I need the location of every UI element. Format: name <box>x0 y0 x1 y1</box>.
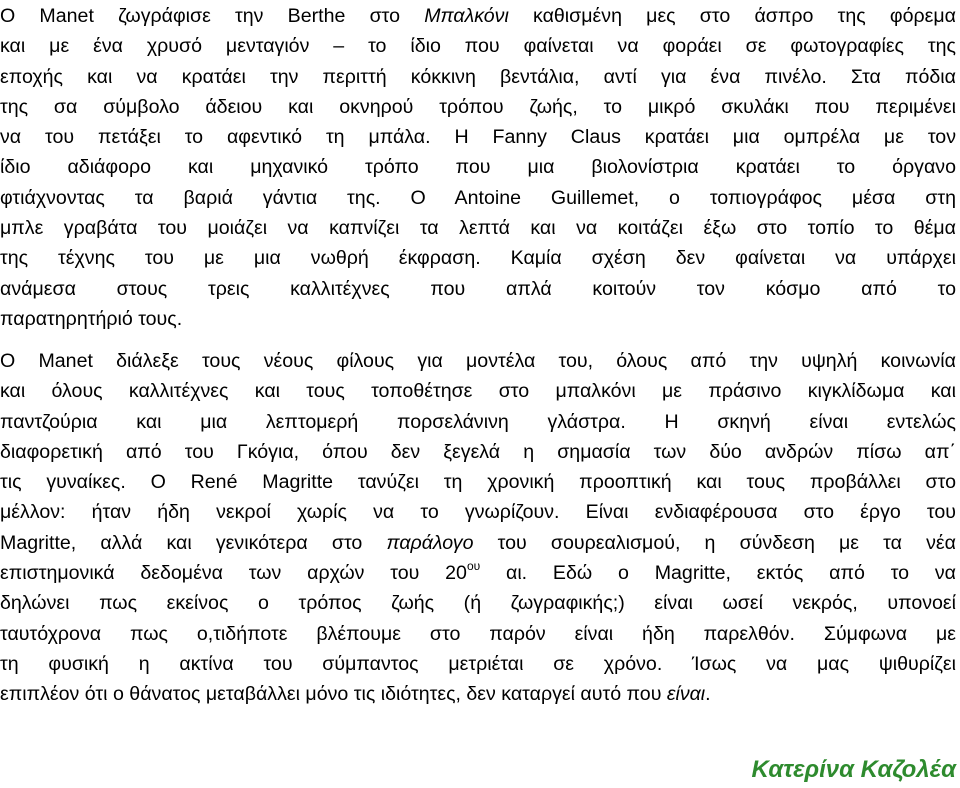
text-line: Ο Manet διάλεξε τους νέους φίλους για μοντέλα του, όλους από την υψηλή κοινωνία <box>0 350 956 372</box>
text-line: ίδιο αδιάφορο και μηχανικό τρόπο που μια βιολονίστρια κρατάει το όργανο <box>0 156 956 179</box>
text-line: της σα σύμβολο άδειου και οκνηρού τρόπου ζωής, το μικρό σκυλάκι που περιμένει <box>0 95 956 118</box>
ordinal-superscript: ου <box>466 558 481 573</box>
text-line: ανάμεσα στους τρεις καλλιτέχνες που απλά κοιτούν τον κόσμο από το <box>0 277 956 300</box>
text-line: και με ένα χρυσό μενταγιόν – το ίδιο που φαίνεται να φοράει σε φωτογραφίες της <box>0 35 956 58</box>
text-line: ταυτόχρονα πως ο,τιδήποτε βλέπουμε στο παρόν είναι ήδη παρελθόν. Σύμφωνα με <box>0 622 956 645</box>
text-line: επιστημονικά δεδομένα των αρχών του $20^{o\upsilon}$ αι. Εδώ ο Magritte, εκτός από το να <box>0 558 956 585</box>
author-signature: Κατερίνα Καζολέα <box>751 756 956 783</box>
text-line: διαφορετική από του Γκόγια, όπου δεν ξεγελά η σημασία των δύο ανδρών πίσω απ΄ <box>0 440 956 463</box>
text-line: της τέχνης του με μια νωθρή έκφραση. Καμία σχέση δεν φαίνεται να υπάρχει <box>0 247 956 270</box>
text-line: δηλώνει πως εκείνος ο τρόπος ζωής (ή ζωγραφικής;) είναι ωσεί νεκρός, υπονοεί <box>0 592 956 615</box>
text-line: τη φυσική η ακτίνα του σύμπαντος μετριέται σε χρόνο. Ίσως να μας ψιθυρίζει <box>0 652 956 675</box>
text-line: μέλλον: ήταν ήδη νεκροί χωρίς να το γνωρίζουν. Είναι ενδιαφέρουσα στο έργο του <box>0 501 956 524</box>
text-line: μπλε γραβάτα του μοιάζει να καπνίζει τα λεπτά και να κοιτάζει έξω στο τοπίο το θέμα <box>0 217 956 240</box>
paragraph-balcony-description <box>0 1 956 334</box>
text-line: και όλους καλλιτέχνες και τους τοποθέτησε στο μπαλκόνι με πράσινο κιγκλίδωμα και <box>0 380 956 403</box>
italic-term: παράλογο <box>386 531 474 554</box>
text-line: φτιάχνοντας τα βαριά γάντια της. O Antoine Guillemet, ο τοπιογράφος μέσα στη <box>0 186 956 209</box>
text-line: εποχής και να κρατάει την περιττή κόκκινη βεντάλια, αντί για ένα πινέλο. Στα πόδια <box>0 65 956 88</box>
text-line: Ο Manet ζωγράφισε την Berthe στο Μπαλκόνι καθισμένη μες στο άσπρο της φόρεμα <box>0 5 956 27</box>
text-line: παρατηρητήριό τους. <box>0 307 183 330</box>
text-line: να του πετάξει το αφεντικό τη μπάλα. Η Fanny Claus κρατάει μια ομπρέλα με τον <box>0 126 956 149</box>
text-line: παντζούρια και μια λεπτομερή πορσελάνινη γλάστρα. Η σκηνή είναι εντελώς <box>0 410 956 433</box>
paragraph-manet-magritte <box>0 346 956 710</box>
text-line: Magritte, αλλά και γενικότερα στο παράλογο του σουρεαλισμού, η σύνδεση με τα νέα <box>0 531 956 554</box>
italic-term: είναι <box>666 683 706 706</box>
painting-title: Μπαλκόνι <box>424 5 509 27</box>
text-line: τις γυναίκες. Ο René Magritte τανύζει τη χρονική προοπτική και τους προβάλλει στο <box>0 471 956 494</box>
text-line: επιπλέον ότι ο θάνατος μεταβάλλει μόνο τις ιδιότητες, δεν καταργεί αυτό που είναι. <box>0 683 711 706</box>
